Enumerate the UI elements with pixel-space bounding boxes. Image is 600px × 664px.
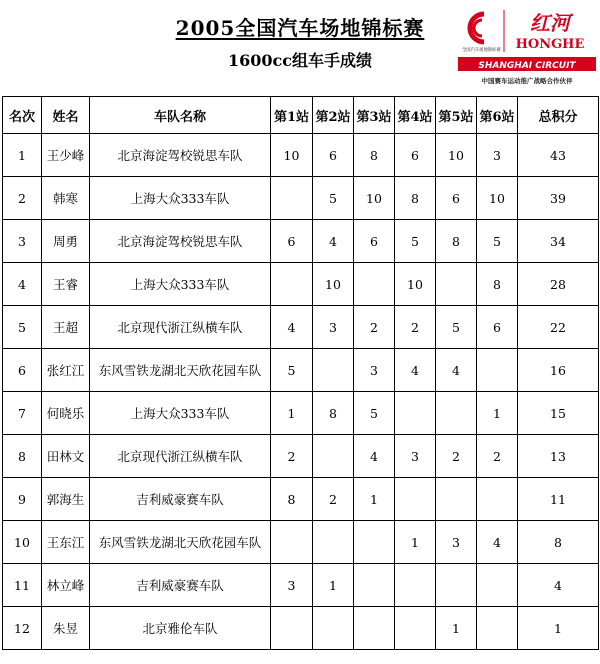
cell-round-4 [395, 607, 436, 650]
cell-round-6: 10 [477, 177, 518, 220]
cell-driver: 林立峰 [42, 564, 90, 607]
cell-total-points: 39 [518, 177, 599, 220]
cell-rank: 4 [3, 263, 42, 306]
cell-round-4: 4 [395, 349, 436, 392]
cell-round-4: 6 [395, 134, 436, 177]
cell-round-3: 6 [354, 220, 395, 263]
cell-team: 北京现代浙江纵横车队 [90, 435, 271, 478]
cell-round-6: 8 [477, 263, 518, 306]
cell-round-3: 10 [354, 177, 395, 220]
table-row [3, 392, 599, 435]
table-row [3, 607, 599, 650]
cell-total-points: 15 [518, 392, 599, 435]
cell-total-points: 22 [518, 306, 599, 349]
cell-rank: 11 [3, 564, 42, 607]
cell-total-points: 13 [518, 435, 599, 478]
cell-round-6 [477, 564, 518, 607]
cell-driver: 张红江 [42, 349, 90, 392]
cell-round-2: 8 [313, 392, 354, 435]
cell-round-1: 3 [271, 564, 313, 607]
cell-round-5: 5 [436, 306, 477, 349]
cell-round-4: 10 [395, 263, 436, 306]
logo-graphic [458, 4, 596, 76]
cell-round-3 [354, 564, 395, 607]
cell-round-5 [436, 263, 477, 306]
cell-total-points: 1 [518, 607, 599, 650]
column-header-round-1: 第1站 [271, 97, 313, 134]
cell-round-2: 6 [313, 134, 354, 177]
cell-round-4: 8 [395, 177, 436, 220]
cell-round-1: 6 [271, 220, 313, 263]
cell-round-4 [395, 392, 436, 435]
table-header-row [3, 97, 599, 134]
cell-round-5: 8 [436, 220, 477, 263]
cell-round-6: 6 [477, 306, 518, 349]
cell-round-2 [313, 521, 354, 564]
cell-driver: 郭海生 [42, 478, 90, 521]
column-header-round-2: 第2站 [313, 97, 354, 134]
cell-round-2: 3 [313, 306, 354, 349]
cell-rank: 8 [3, 435, 42, 478]
cell-team: 东风雪铁龙湖北天欣花园车队 [90, 521, 271, 564]
table-row [3, 220, 599, 263]
cell-round-2: 5 [313, 177, 354, 220]
cell-round-2: 4 [313, 220, 354, 263]
cell-round-3 [354, 521, 395, 564]
cell-round-1 [271, 521, 313, 564]
cell-rank: 2 [3, 177, 42, 220]
column-header-round-5: 第5站 [436, 97, 477, 134]
cell-total-points: 16 [518, 349, 599, 392]
cell-total-points: 28 [518, 263, 599, 306]
cell-team: 北京海淀驾校锐思车队 [90, 134, 271, 177]
cell-round-5: 4 [436, 349, 477, 392]
c-swirl-icon [470, 14, 484, 42]
cell-round-2: 10 [313, 263, 354, 306]
cell-round-4: 1 [395, 521, 436, 564]
cell-total-points: 34 [518, 220, 599, 263]
cell-round-3 [354, 263, 395, 306]
cell-driver: 王睿 [42, 263, 90, 306]
column-header-driver: 姓名 [42, 97, 90, 134]
cell-round-4: 2 [395, 306, 436, 349]
column-header-rank: 名次 [3, 97, 42, 134]
table-row [3, 177, 599, 220]
cell-total-points: 11 [518, 478, 599, 521]
cell-round-1: 1 [271, 392, 313, 435]
column-header-round-6: 第6站 [477, 97, 518, 134]
cell-driver: 王少峰 [42, 134, 90, 177]
cell-round-1 [271, 607, 313, 650]
cell-round-5 [436, 564, 477, 607]
cell-team: 吉利威豪赛车队 [90, 564, 271, 607]
cell-team: 北京雅伦车队 [90, 607, 271, 650]
cell-rank: 9 [3, 478, 42, 521]
page-header [0, 0, 600, 98]
honghe-logo [458, 4, 596, 88]
cell-round-1: 4 [271, 306, 313, 349]
cell-round-2: 1 [313, 564, 354, 607]
cell-team: 上海大众333车队 [90, 392, 271, 435]
table-row [3, 263, 599, 306]
cell-round-5: 2 [436, 435, 477, 478]
cell-rank: 1 [3, 134, 42, 177]
table-row [3, 564, 599, 607]
cell-driver: 王东江 [42, 521, 90, 564]
cell-round-2 [313, 435, 354, 478]
cell-driver: 田林文 [42, 435, 90, 478]
cell-round-3 [354, 607, 395, 650]
results-table [2, 96, 599, 650]
cell-rank: 5 [3, 306, 42, 349]
cell-driver: 王超 [42, 306, 90, 349]
logo-tiny-text: 全国汽车场地锦标赛 [462, 48, 501, 53]
cell-team: 北京海淀驾校锐思车队 [90, 220, 271, 263]
column-header-round-4: 第4站 [395, 97, 436, 134]
cell-round-6 [477, 349, 518, 392]
cell-rank: 7 [3, 392, 42, 435]
cell-round-3: 5 [354, 392, 395, 435]
table-row [3, 521, 599, 564]
logo-sponsor-text: 中国赛车运动推广战略合作伙伴 [481, 77, 573, 85]
cell-round-3: 1 [354, 478, 395, 521]
logo-brand-cn: 红河 [530, 11, 570, 35]
cell-round-2 [313, 607, 354, 650]
cell-round-5: 10 [436, 134, 477, 177]
cell-round-6: 4 [477, 521, 518, 564]
logo-circuit-text: SHANGHAI CIRCUIT [478, 61, 576, 71]
cell-round-5: 1 [436, 607, 477, 650]
table-row [3, 349, 599, 392]
cell-round-6 [477, 478, 518, 521]
column-header-total-points: 总积分 [518, 97, 599, 134]
logo-brand-en: HONGHE [515, 37, 585, 52]
cell-round-1: 10 [271, 134, 313, 177]
cell-round-3: 4 [354, 435, 395, 478]
cell-driver: 韩寒 [42, 177, 90, 220]
cell-team: 北京现代浙江纵横车队 [90, 306, 271, 349]
cell-team: 上海大众333车队 [90, 263, 271, 306]
cell-driver: 朱昱 [42, 607, 90, 650]
cell-round-1: 2 [271, 435, 313, 478]
cell-round-6: 2 [477, 435, 518, 478]
table-row [3, 435, 599, 478]
table-row [3, 306, 599, 349]
cell-round-4: 5 [395, 220, 436, 263]
cell-round-6: 5 [477, 220, 518, 263]
cell-round-3: 3 [354, 349, 395, 392]
table-body [3, 134, 599, 650]
cell-round-5: 3 [436, 521, 477, 564]
cell-round-6: 3 [477, 134, 518, 177]
table-row [3, 478, 599, 521]
cell-total-points: 8 [518, 521, 599, 564]
cell-round-1: 8 [271, 478, 313, 521]
cell-round-2 [313, 349, 354, 392]
cell-rank: 12 [3, 607, 42, 650]
cell-round-3: 8 [354, 134, 395, 177]
cell-total-points: 4 [518, 564, 599, 607]
cell-total-points: 43 [518, 134, 599, 177]
cell-round-5 [436, 392, 477, 435]
cell-round-1 [271, 263, 313, 306]
cell-round-4 [395, 478, 436, 521]
cell-driver: 何晓乐 [42, 392, 90, 435]
cell-round-4: 3 [395, 435, 436, 478]
table-row [3, 134, 599, 177]
cell-team: 吉利威豪赛车队 [90, 478, 271, 521]
cell-round-1: 5 [271, 349, 313, 392]
cell-rank: 10 [3, 521, 42, 564]
cell-round-1 [271, 177, 313, 220]
cell-rank: 3 [3, 220, 42, 263]
cell-round-3: 2 [354, 306, 395, 349]
cell-round-5: 6 [436, 177, 477, 220]
cell-round-4 [395, 564, 436, 607]
column-header-round-3: 第3站 [354, 97, 395, 134]
cell-rank: 6 [3, 349, 42, 392]
cell-round-5 [436, 478, 477, 521]
page-title: 2005全国汽车场地锦标赛 [175, 16, 425, 40]
cell-round-6: 1 [477, 392, 518, 435]
cell-driver: 周勇 [42, 220, 90, 263]
cell-team: 上海大众333车队 [90, 177, 271, 220]
cell-team: 东风雪铁龙湖北天欣花园车队 [90, 349, 271, 392]
page-subtitle: 1600cc组车手成绩 [227, 51, 373, 70]
cell-round-6 [477, 607, 518, 650]
column-header-team: 车队名称 [90, 97, 271, 134]
cell-round-2: 2 [313, 478, 354, 521]
